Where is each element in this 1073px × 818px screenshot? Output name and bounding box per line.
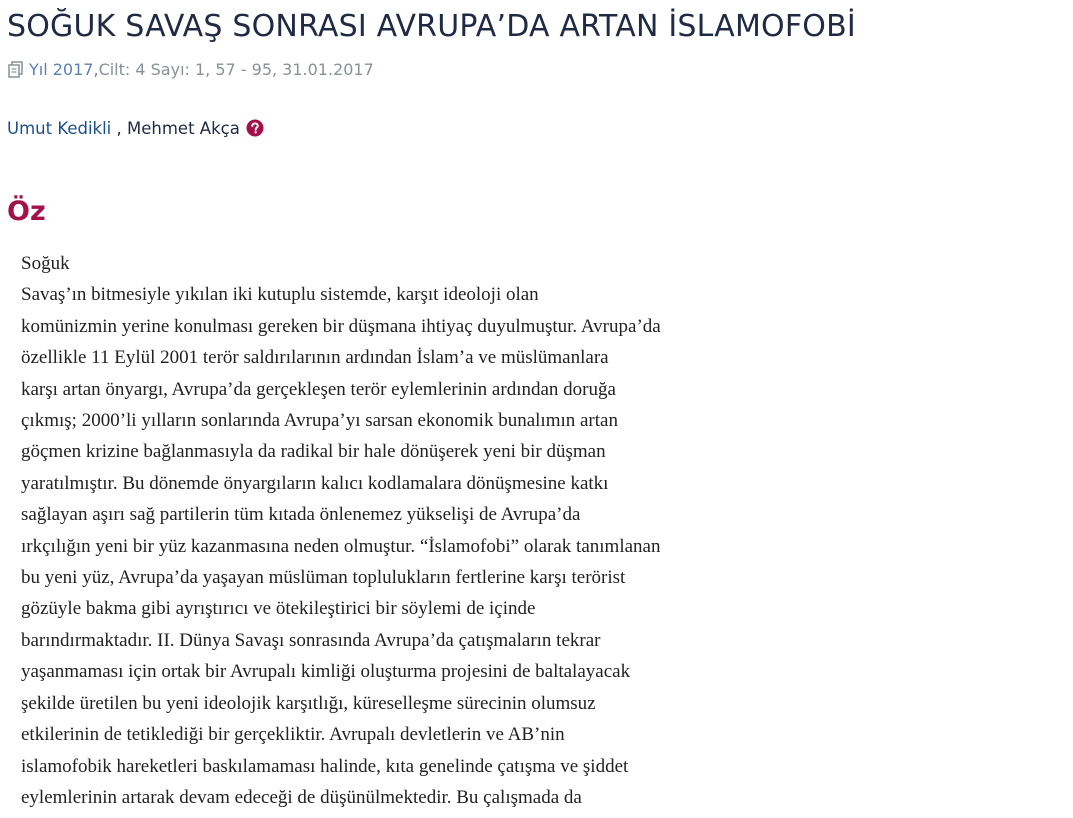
abstract-line: ırkçılığın yeni bir yüz kazanmasına neden olmuştur. “İslamofobi” olarak tanımlanan	[21, 535, 661, 557]
article-meta	[7, 58, 1067, 80]
abstract-line: yaratılmıştır. Bu dönemde önyargıların kalıcı kodlamalara dönüşmesine katkı	[21, 472, 609, 494]
article-title: SOĞUK SAVAŞ SONRASI AVRUPA’DA ARTAN İSLAMOFOBİ	[7, 9, 856, 44]
abstract-line: islamofobik hareketleri baskılamaması halinde, kıta genelinde çatışma ve şiddet	[21, 755, 629, 777]
author-name-mehmet-akca: Mehmet Akça	[127, 118, 240, 138]
abstract-line: barındırmaktadır. II. Dünya Savaşı sonrasında Avrupa’da çatışmaların tekrar	[21, 629, 601, 651]
abstract-body	[7, 248, 781, 813]
abstract-line: gözüyle bakma gibi ayrıştırıcı ve ötekileştirici bir söylemi de içinde	[21, 598, 536, 620]
abstract-line: eylemlerinin artarak devam edeceği de düşünülmektedir. Bu çalışmada da	[21, 786, 582, 808]
author-list	[7, 116, 1067, 140]
copy-document-icon	[7, 60, 25, 78]
abstract-line: etkilerinin de tetiklediği bir gerçekliktir. Avrupalı devletlerin ve AB’nin	[21, 724, 565, 746]
abstract-line: göçmen krizine bağlanmasıyla da radikal bir hale dönüşerek yeni bir düşman	[21, 441, 606, 463]
abstract-paragraph	[21, 248, 781, 813]
abstract-line: yaşanmaması için ortak bir Avrupalı kimliği oluşturma projesini de baltalayacak	[21, 661, 631, 683]
author-link-umut-kedikli[interactable]: Umut Kedikli	[7, 118, 112, 138]
abstract-line: çıkmış; 2000’li yılların sonlarında Avrupa’yı sarsan ekonomik bunalımın artan	[21, 410, 618, 432]
question-circle-icon[interactable]	[246, 119, 264, 137]
abstract-heading: Öz	[7, 196, 46, 227]
abstract-line: şekilde üretilen bu yeni ideolojik karşıtlığı, küreselleşme sürecinin olumsuz	[21, 692, 596, 714]
year-link[interactable]: Yıl 2017,	[29, 59, 99, 79]
abstract-line: Soğuk	[21, 253, 70, 274]
abstract-line: komünizmin yerine konulması gereken bir düşmana ihtiyaç duyulmuştur. Avrupa’da	[21, 315, 661, 337]
abstract-line: Savaş’ın bitmesiyle yıkılan iki kutuplu sistemde, karşıt ideoloji olan	[21, 284, 539, 306]
abstract-line: karşı artan önyargı, Avrupa’da gerçekleşen terör eylemlerinin ardından doruğa	[21, 378, 616, 400]
issue-details: Cilt: 4 Sayı: 1, 57 - 95, 31.01.2017	[98, 59, 374, 79]
abstract-line: bu yeni yüz, Avrupa’da yaşayan müslüman toplulukların fertlerine karşı terörist	[21, 567, 626, 589]
article-page	[7, 0, 1067, 813]
abstract-line: özellikle 11 Eylül 2001 terör saldırılarının ardından İslam’a ve müslümanlara	[21, 347, 609, 369]
author-separator: ,	[111, 118, 128, 138]
abstract-line: sağlayan aşırı sağ partilerin tüm kıtada önlenemez yükselişi de Avrupa’da	[21, 504, 581, 526]
